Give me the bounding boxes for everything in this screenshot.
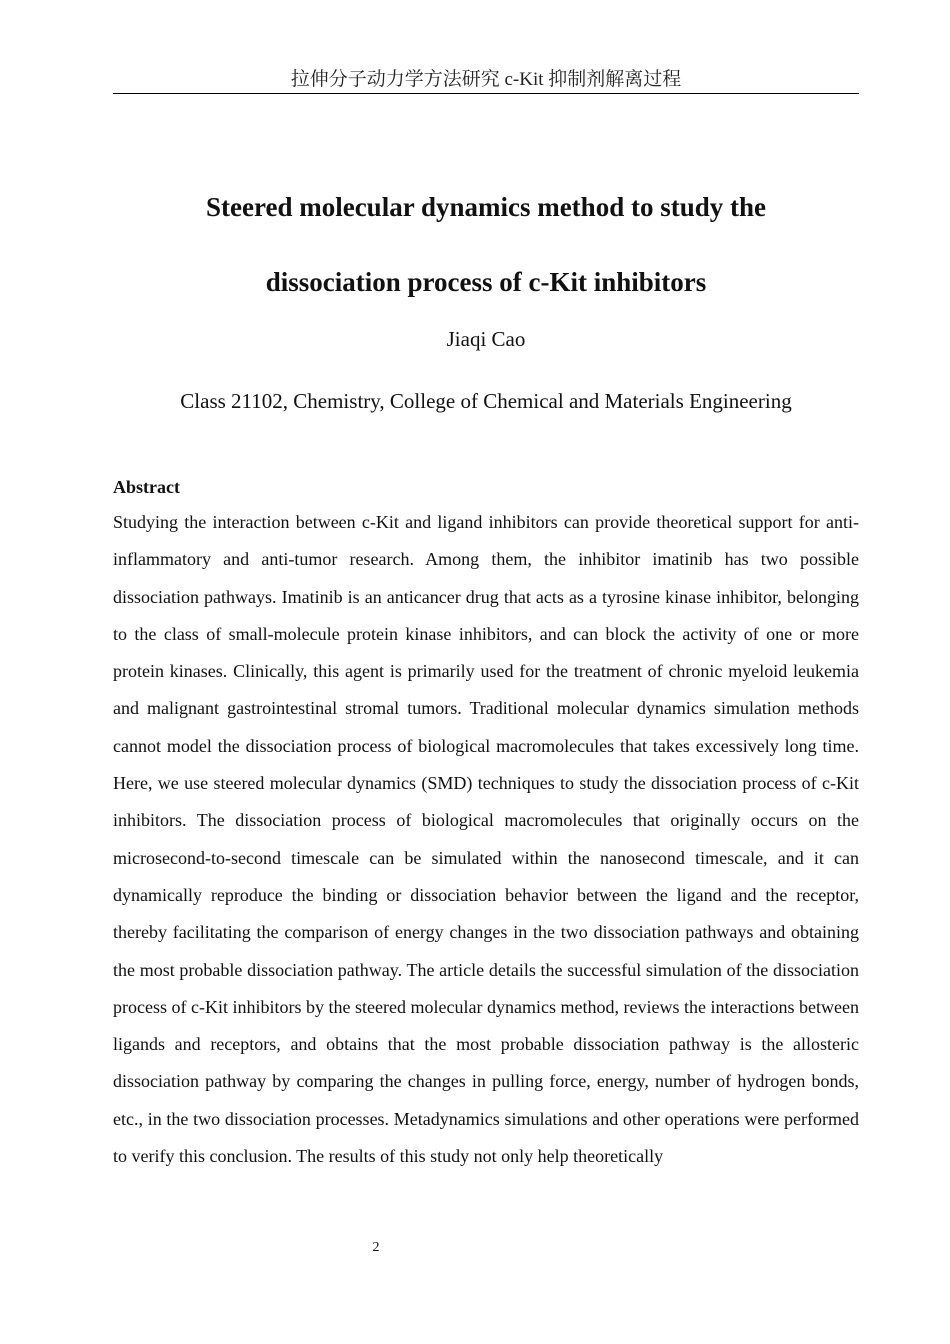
author-affiliation: Class 21102, Chemistry, College of Chemical and Materials Engineering [180,389,792,413]
title-line-1: Steered molecular dynamics method to study the [206,192,766,222]
page-number: 2 [372,1240,380,1255]
paper-title [113,170,859,320]
running-header: 拉伸分子动力学方法研究 c-Kit 抑制剂解离过程 [113,67,859,94]
author-name: Jiaqi Cao [446,327,526,351]
abstract-heading: Abstract [113,477,180,497]
title-line-2: dissociation process of c-Kit inhibitors [265,267,707,297]
abstract-body: Studying the interaction between c-Kit and ligand inhibitors can provide theoretical support for anti-inflammatory and anti-tumor research. Among them, the inhibitor imatinib has two possible dissociation pathways. Imatinib is an anticancer drug that acts as a tyrosine kinase inhibitor, belonging to the class of small-molecule protein kinase inhibitors, and can block the activity of one or more protein kinases. Clinically, this agent is primarily used for the treatment of chronic myeloid leukemia and malignant gastrointestinal stromal tumors. Traditional molecular dynamics simulation methods cannot model the dissociation process of biological macromolecules that takes excessively long time. Here, we use steered molecular dynamics (SMD) techniques to study the dissociation process of c-Kit inhibitors. The dissociation process of biological macromolecules that originally occurs on the microsecond-to-second timescale can be simulated within the nanosecond timescale, and it can dynamically reproduce the binding or dissociation behavior between the ligand and the receptor, thereby facilitating the comparison of energy changes in the two dissociation pathways and obtaining the most probable dissociation pathway. The article details the successful simulation of the dissociation process of c-Kit inhibitors by the steered molecular dynamics method, reviews the interactions between ligands and receptors, and obtains that the most probable dissociation pathway is the allosteric dissociation pathway by comparing the changes in pulling force, energy, number of hydrogen bonds, etc., in the two dissociation processes. Metadynamics simulations and other operations were performed to verify this conclusion. The results of this study not only help theoretically [113,512,859,1167]
